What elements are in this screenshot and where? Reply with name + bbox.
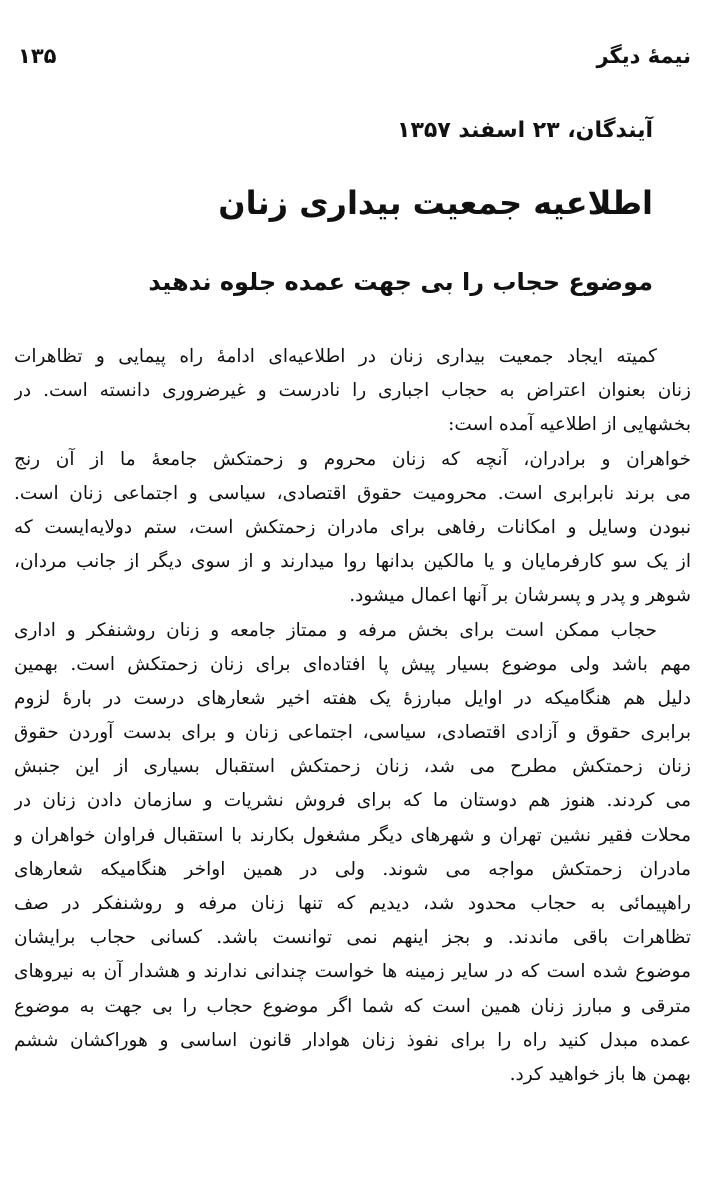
subtitle: موضوع حجاب را بی جهت عمده جلوه ندهید <box>148 268 653 296</box>
body-line: می کردند. هنوز هم دوستان ما که برای فروش نشریات و سازمان دادن زنان در <box>14 790 691 812</box>
body-line: می برند نابرابری است. محرومیت حقوق اقتصادی، سیاسی و اجتماعی زنان است. <box>14 482 691 504</box>
body-line: نبودن وسایل و امکانات رفاهی برای مادران زحمتکش است، ستم دولایه‌ایست که <box>14 516 691 538</box>
body-line: دلیل هم هنگامیکه در اوایل مبارزهٔ یک هفته اخیر شعارهای درست در بارهٔ لزوم <box>14 687 691 709</box>
body-text <box>14 340 691 1092</box>
body-line: بهمن ها باز خواهید کرد. <box>509 1063 691 1085</box>
body-line: برابری حقوق و آزادی اقتصادی، سیاسی، اجتماعی زنان و برای بدست آوردن حقوق <box>14 722 691 744</box>
body-line: بخشهایی از اطلاعیه آمده است: <box>448 414 691 436</box>
page-title: اطلاعیه جمعیت بیداری زنان <box>218 184 653 222</box>
body-line: مهم باشد ولی موضوع بسیار پیش پا افتاده‌ای برای زنان زحمتکش است. بهمین <box>14 653 691 675</box>
body-line: حجاب ممکن است برای بخش مرفه و ممتاز جامعه و زنان روشنفکر و اداری <box>14 619 657 641</box>
body-line: تظاهرات باقی ماندند. و بجز اینهم نمی توانست باشد. کسانی حجاب برایشان <box>14 927 691 949</box>
body-line: زنان بعنوان اعتراض به حجاب اجباری را نادرست و غیرضروری دانسته است. در <box>14 380 691 402</box>
body-line: موضوع شده است که در سایر زمینه ها خواست چندانی ندارند و هشدار آن به نیروهای <box>14 961 691 983</box>
body-line: محلات فقیر نشین تهران و شهرهای دیگر مشغول بکارند با استقبال فراوان خواهران و <box>14 824 691 846</box>
body-line: از یک سو کارفرمایان و یا مالکین بدانها روا میدارند و از سوی دیگر از جانب مردان، <box>14 551 691 573</box>
page-number: ۱۳۵ <box>18 44 57 68</box>
body-line: شوهر و پدر و پسرشان بر آنها اعمال میشود. <box>349 585 691 607</box>
running-header <box>18 44 691 78</box>
source-citation: آیندگان، ۲۳ اسفند ۱۳۵۷ <box>397 118 653 143</box>
body-line: مادران زحمتکش مواجه می شوند. ولی در همین اواخر هنگامیکه شعارهای <box>14 858 691 880</box>
body-line: کمیته ایجاد جمعیت بیداری زنان در اطلاعیه‌ای ادامهٔ راه پیمایی و تظاهرات <box>14 346 657 367</box>
body-line: مترقی و مبارز زنان همین است که شما اگر موضوع حجاب را بی جهت به موضوع <box>14 995 691 1017</box>
body-line: خواهران و برادران، آنچه که زنان محروم و زحمتکش جامعهٔ ما از آن رنج <box>14 448 691 470</box>
body-line: عمده مبدل کنید راه را برای نفوذ زنان هوادار قانون اساسی و هوراکشان ششم <box>14 1029 691 1051</box>
book-title: نیمهٔ دیگر <box>596 44 691 68</box>
body-line: زنان زحمتکش مطرح می شد، زنان زحمتکش استقبال بسیاری از این جنبش <box>14 756 691 778</box>
body-line: راهپیمائی به حجاب محدود شد، دیدیم که تنها زنان مرفه و روشنفکر در صف <box>14 893 691 914</box>
